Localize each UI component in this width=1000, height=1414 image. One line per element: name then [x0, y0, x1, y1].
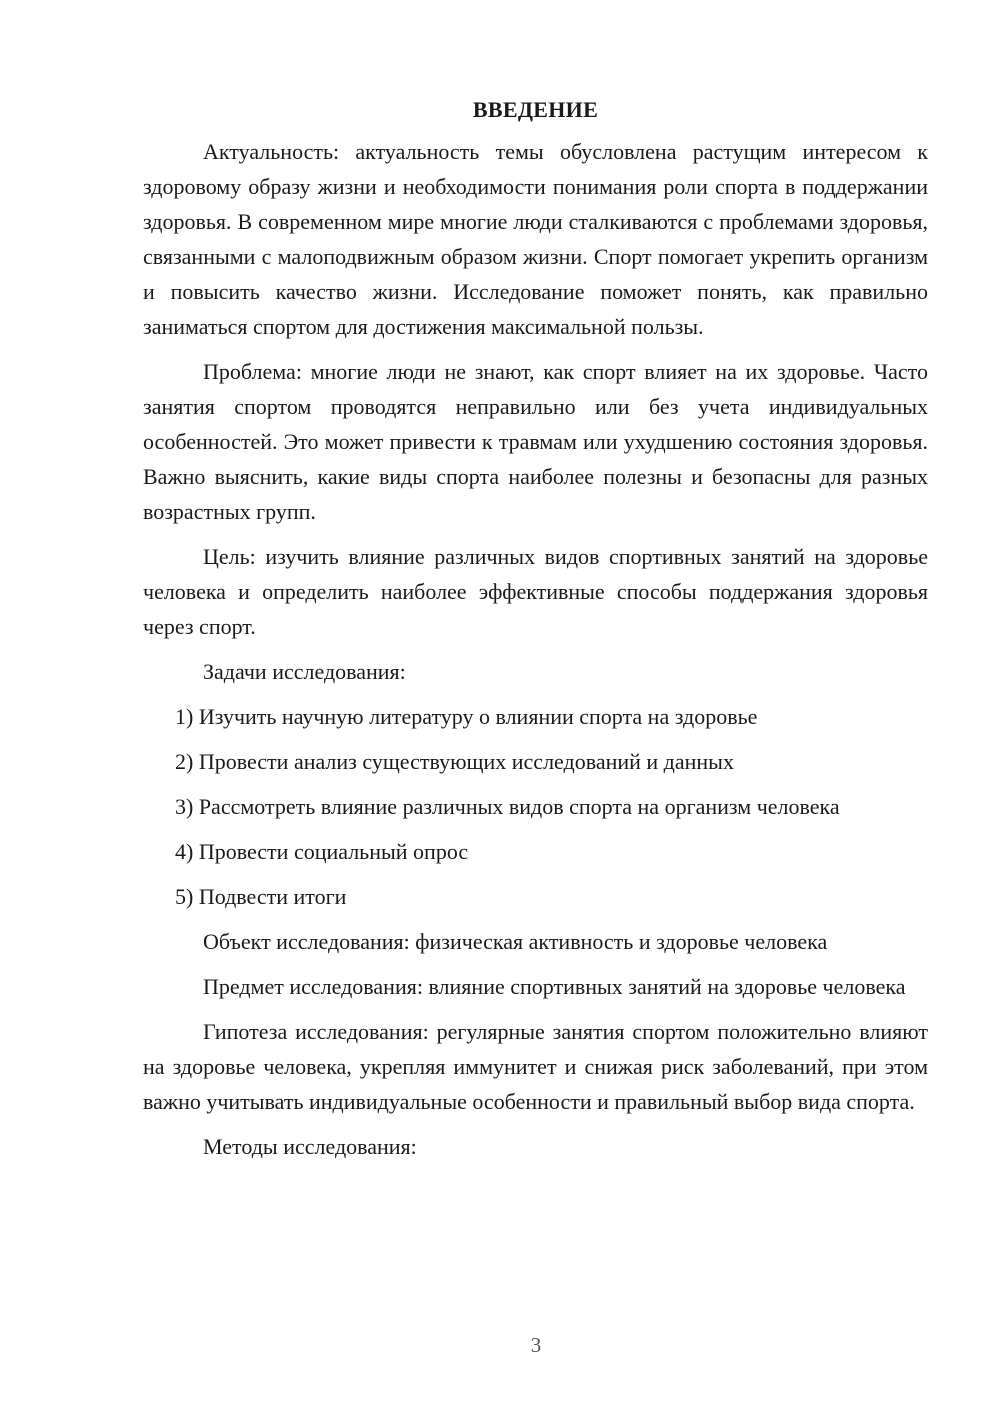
hypothesis-paragraph: Гипотеза исследования: регулярные занятия спортом положительно влияют на здоровье человека, укрепляя иммунитет и снижая риск заболеваний, при этом важно учитывать индивидуальные особенности и правильный выбор вида спорта. — [143, 1019, 928, 1114]
task-item-5: 5) Подвести итоги — [175, 884, 347, 909]
task-item-1: 1) Изучить научную литературу о влиянии спорта на здоровье — [175, 704, 758, 729]
methods-heading: Методы исследования: — [203, 1134, 417, 1159]
task-item-3: 3) Рассмотреть влияние различных видов спорта на организм человека — [175, 794, 840, 819]
problem-paragraph: Проблема: многие люди не знают, как спорт влияет на их здоровье. Часто занятия спортом проводятся неправильно или без учета индивидуальных особенностей. Это может привести к травмам или ухудшению состояния здоровья. Важно выяснить, какие виды спорта наиболее полезны и безопасны для разных возрастных групп. — [143, 359, 928, 524]
task-item-2: 2) Провести анализ существующих исследований и данных — [175, 749, 734, 774]
object-paragraph: Объект исследования: физическая активность и здоровье человека — [203, 929, 828, 954]
task-item-4: 4) Провести социальный опрос — [175, 839, 469, 864]
subject-paragraph: Предмет исследования: влияние спортивных занятий на здоровье человека — [203, 974, 906, 999]
page-number: 3 — [530, 1333, 542, 1357]
tasks-heading: Задачи исследования: — [203, 659, 406, 684]
section-title: ВВЕДЕНИЕ — [472, 97, 599, 122]
goal-paragraph: Цель: изучить влияние различных видов спортивных занятий на здоровье человека и определить наиболее эффективные способы поддержания здоровья через спорт. — [143, 544, 928, 639]
page-content — [143, 92, 928, 1174]
tasks-list — [143, 699, 928, 914]
relevance-paragraph: Актуальность: актуальность темы обусловлена растущим интересом к здоровому образу жизни и необходимости понимания роли спорта в поддержании здоровья. В современном мире многие люди сталкиваются с проблемами здоровья, связанными с малоподвижным образом жизни. Спорт помогает укрепить организм и повысить качество жизни. Исследование поможет понять, как правильно заниматься спортом для достижения максимальной пользы. — [143, 139, 928, 339]
